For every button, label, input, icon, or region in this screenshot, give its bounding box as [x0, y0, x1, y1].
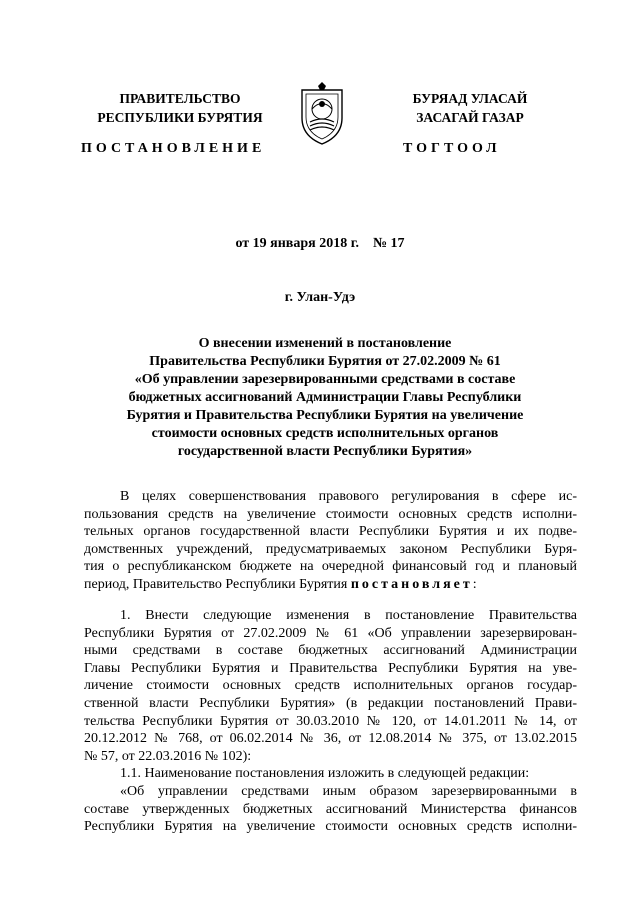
decree-title — [80, 335, 570, 461]
government-name-buryat — [370, 89, 570, 127]
header-right-line-2: ЗАСАГАЙ ГАЗАР — [416, 110, 524, 125]
paragraph-1-line: № 57, от 22.03.2016 № 102): — [84, 748, 252, 764]
title-line: государственной власти Республики Бурятия» — [177, 444, 473, 459]
title-line: бюджетных ассигнований Администрации Главы Республики — [128, 390, 522, 405]
government-name-russian — [80, 89, 280, 127]
preamble-line: В целях совершенствования правового регулирования в сфере ис- — [120, 489, 577, 504]
header-right-line-1: БУРЯАД УЛАСАЙ — [412, 91, 528, 106]
title-line: «Об управлении зарезервированными средствами в составе — [134, 372, 516, 387]
quote-line: «Об управлении средствами иным образом зарезервированными в — [120, 783, 577, 799]
paragraph-1-line: ными средствами в составе бюджетных ассигнований Администрации — [84, 643, 577, 659]
decree-date: от 19 января 2018 г. — [235, 236, 359, 251]
decree-date-line — [0, 236, 640, 252]
preamble-paragraph — [84, 488, 577, 594]
coat-of-arms-icon — [298, 82, 346, 146]
preamble-line: период, Правительство Республики Бурятия — [84, 576, 348, 592]
preamble-line: пользования средств на увеличение стоимости основных средств исполни- — [84, 506, 577, 522]
header-left-line-2: РЕСПУБЛИКИ БУРЯТИЯ — [97, 110, 263, 125]
paragraph-1-line: Главы Республики Бурятия и Правительства Республики Бурятия на уве- — [84, 660, 577, 676]
preamble-line: домственных учреждений, предусматриваемых законом Республики Буря- — [84, 541, 577, 557]
title-line: Бурятия и Правительства Республики Бурятия на увеличение — [126, 408, 524, 423]
resolves-word: постановляет — [350, 576, 473, 592]
decree-title-buryat: ТОГТООЛ — [403, 141, 501, 156]
paragraph-1 — [84, 607, 577, 836]
preamble-line: тельных органов государственной власти Республики Бурятия и их подве- — [84, 524, 577, 540]
paragraph-1-line: тельства Республики Бурятия от 30.03.2010 № 120, от 14.01.2011 № 14, от — [84, 713, 577, 729]
item-1-1: 1.1. Наименование постановления изложить в следующей редакции: — [120, 766, 530, 782]
decree-number: № 17 — [372, 236, 405, 251]
preamble-line: тия о республиканском бюджете на очередной финансовый год и плановый — [84, 559, 577, 575]
header-left-line-1: ПРАВИТЕЛЬСТВО — [119, 91, 241, 106]
title-line: стоимости основных средств исполнительных органов — [151, 426, 499, 441]
quote-line: Республики Бурятия на увеличение стоимости основных средств исполни- — [84, 819, 577, 835]
title-line: О внесении изменений в постановление — [198, 336, 452, 351]
paragraph-1-line: 1. Внести следующие изменения в постановление Правительства — [120, 608, 577, 623]
paragraph-1-line: Республики Бурятия от 27.02.2009 № 61 «Об управлении зарезервирован- — [84, 625, 577, 641]
paragraph-1-line: ственной власти Республики Бурятия» (в редакции постановлений Прави- — [84, 695, 577, 711]
preamble-last-line: период, Правительство Республики Бурятия постановляет: — [84, 576, 477, 592]
paragraph-1-line: 20.12.2012 № 768, от 06.02.2014 № 36, от 12.08.2014 № 375, от 13.02.2015 — [84, 731, 577, 747]
paragraph-1-line: личение стоимости основных средств исполнительных органов государ- — [84, 678, 577, 694]
decree-title-russian: ПОСТАНОВЛЕНИЕ — [81, 141, 266, 156]
decree-city: г. Улан-Удэ — [284, 290, 356, 305]
quote-line: составе утвержденных бюджетных ассигнований Министерства финансов — [84, 801, 577, 817]
title-line: Правительства Республики Бурятия от 27.02.2009 № 61 — [149, 354, 501, 369]
